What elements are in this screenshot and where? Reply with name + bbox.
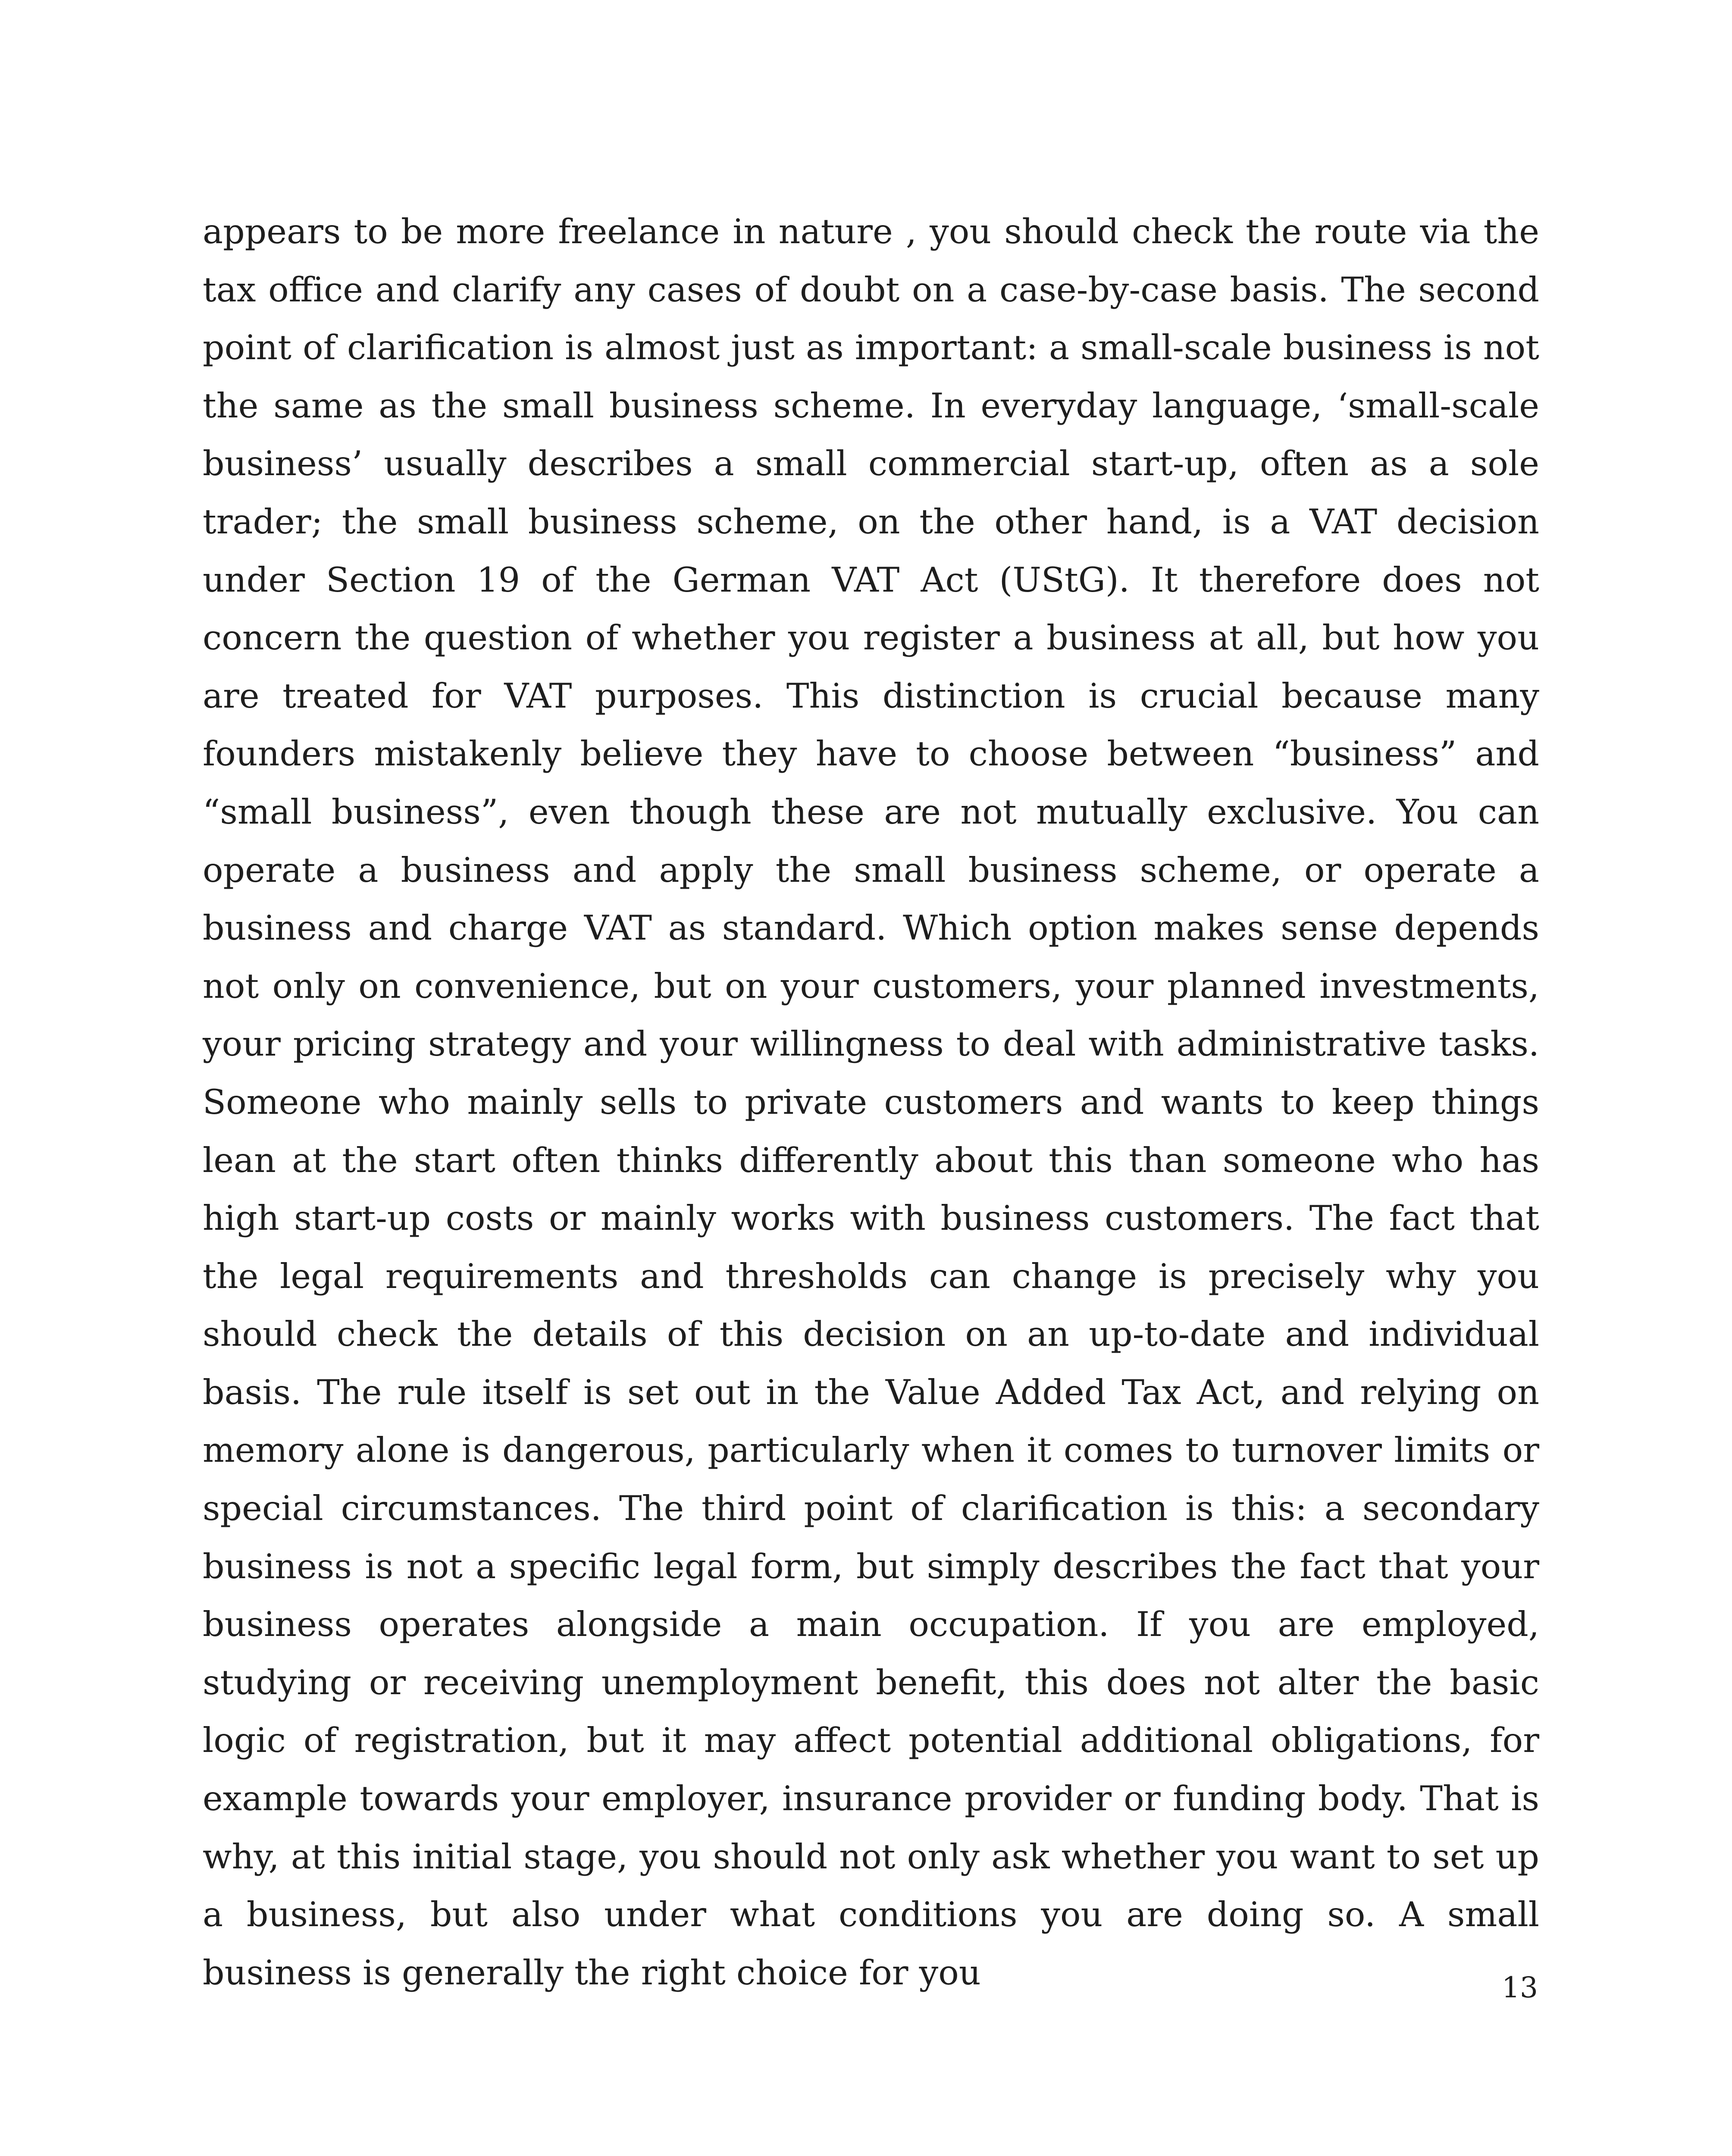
page-number: 13 (1502, 1971, 1538, 2004)
body-paragraph: appears to be more freelance in nature , you should check the route via the tax office and clarify any cases of doubt on a case-by-case basis. The second point of clarification is almost just as important: a small-scale business is not the same as the small business scheme. In everyday language, ‘small-scale business’ usually describes a small commercial start-up, often as a sole trader; the small business scheme, on the other hand, is a VAT decision under Section 19 of the German VAT Act (UStG). It therefore does not concern the question of whether you register a business at all, but how you are treated for VAT purposes. This distinction is crucial because many founders mistakenly believe they have to choose between “business” and “small business”, even though these are not mutually exclusive. You can operate a business and apply the small business scheme, or operate a business and charge VAT as standard. Which option makes sense depends not only on convenience, but on your customers, your planned investments, your pricing strategy and your willingness to deal with administrative tasks. Someone who mainly sells to private customers and wants to keep things lean at the start often thinks differently about this than someone who has high start-up costs or mainly works with business customers. The fact that the legal requirements and thresholds can change is precisely why you should check the details of this decision on an up-to-date and individual basis. The rule itself is set out in the Value Added Tax Act, and relying on memory alone is dangerous, particularly when it comes to turnover limits or special circumstances. The third point of clarification is this: a secondary business is not a specific legal form, but simply describes the fact that your business operates alongside a main occupation. If you are employed, studying or receiving unemployment benefit, this does not alter the basic logic of registration, but it may affect potential additional obligations, for example towards your employer, insurance provider or funding body. That is why, at this initial stage, you should not only ask whether you want to set up a business, but also under what conditions you are doing so. A small business is generally the right choice for you (203, 212, 1539, 1993)
